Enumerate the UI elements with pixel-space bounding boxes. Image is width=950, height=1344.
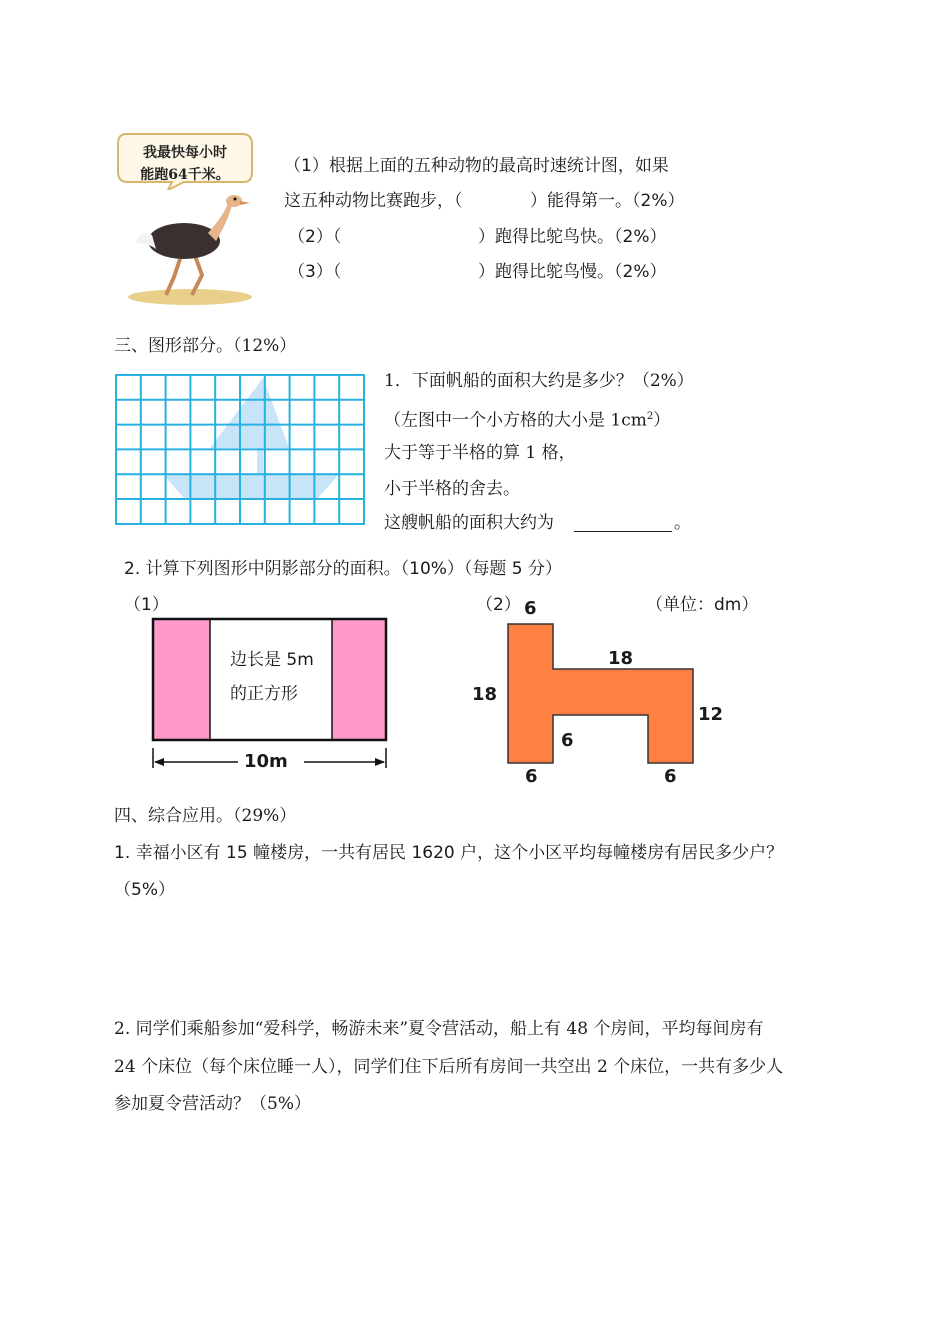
fig2-dim-bl: 6 [525,766,538,787]
bubble-line-1: 我最快每小时 [143,145,227,161]
ostrich-q1-line2b: ）能得第一。（2%） [530,191,685,211]
ostrich-q3b: ）跑得比鸵鸟慢。（2%） [478,262,667,282]
sailboat-grid-figure [114,373,366,530]
grid-lines [116,375,364,524]
ostrich-q2a: （2）（ [288,227,342,247]
s4-q1-line2: （5%） [114,880,175,900]
bubble-line-2: 能跑64千米。 [140,167,230,183]
fig2-label: （2） [476,595,521,615]
s3-q1-line4: 小于半格的舍去。 [384,479,520,499]
fig2-dim-br: 6 [664,766,677,787]
s3-q1-line2: （左图中一个小方格的大小是 $1cm^2$） [384,410,671,431]
ostrich-q1-line1: （1）根据上面的五种动物的最高时速统计图，如果 [284,156,669,176]
figure2-shape [505,620,700,772]
answer-blank[interactable] [574,531,672,532]
ostrich-q2b: ）跑得比鸵鸟快。（2%） [478,227,667,247]
fig2-dim-left: 18 [472,684,498,705]
section3-title: 三、图形部分。（12%） [114,336,297,356]
fig2-dim-top: 6 [524,598,537,619]
mast-shape [257,448,263,473]
fig2-unit: （单位：dm） [646,595,759,615]
s3-q1-line1: 1．下面帆船的面积大约是多少？（2%） [384,371,694,391]
fig1-label: （1） [124,595,169,615]
ostrich-q1-line2a: 这五种动物比赛跑步，（ [284,191,463,211]
s3-q1-sup: 2 [646,411,654,422]
ostrich-q3a: （3）（ [288,262,342,282]
fig1-dim: 10m [244,751,288,772]
pink-right [332,619,386,740]
pink-left [153,619,210,740]
speech-bubble [114,128,256,190]
orange-shape [508,624,693,763]
s4-q2-line1: 2. 同学们乘船参加“爱科学，畅游未来”夏令营活动，船上有 48 个房间，平均每间房有 [114,1019,764,1039]
s4-q2-line3: 参加夏令营活动？（5%） [114,1094,311,1114]
fig2-dim-midtop: 18 [608,648,634,669]
s3-q1-line5-end: 。 [674,513,691,533]
s4-q2-line2: 24 个床位（每个床位睡一人），同学们住下后所有房间一共空出 2 个床位，一共有多少人 [114,1057,784,1077]
fig2-dim-right: 12 [698,704,724,725]
fig2-dim-inner: 6 [561,730,574,751]
section4-title: 四、综合应用。（29%） [114,806,297,826]
sail-shape [210,378,289,448]
hull-shape [162,473,340,498]
fig1-text1: 边长是 5m [230,650,314,670]
s3-q1-line5: 这艘帆船的面积大约为 [384,513,554,533]
s4-q1-line1: 1. 幸福小区有 15 幢楼房，一共有居民 1620 户，这个小区平均每幢楼房有居民多少户？ [114,843,784,863]
fig1-text2: 的正方形 [230,684,298,704]
s3-q1-line3: 大于等于半格的算 1 格， [384,443,576,463]
s3-q2-title: 2. 计算下列图形中阴影部分的面积。（10%）（每题 5 分） [124,559,563,579]
